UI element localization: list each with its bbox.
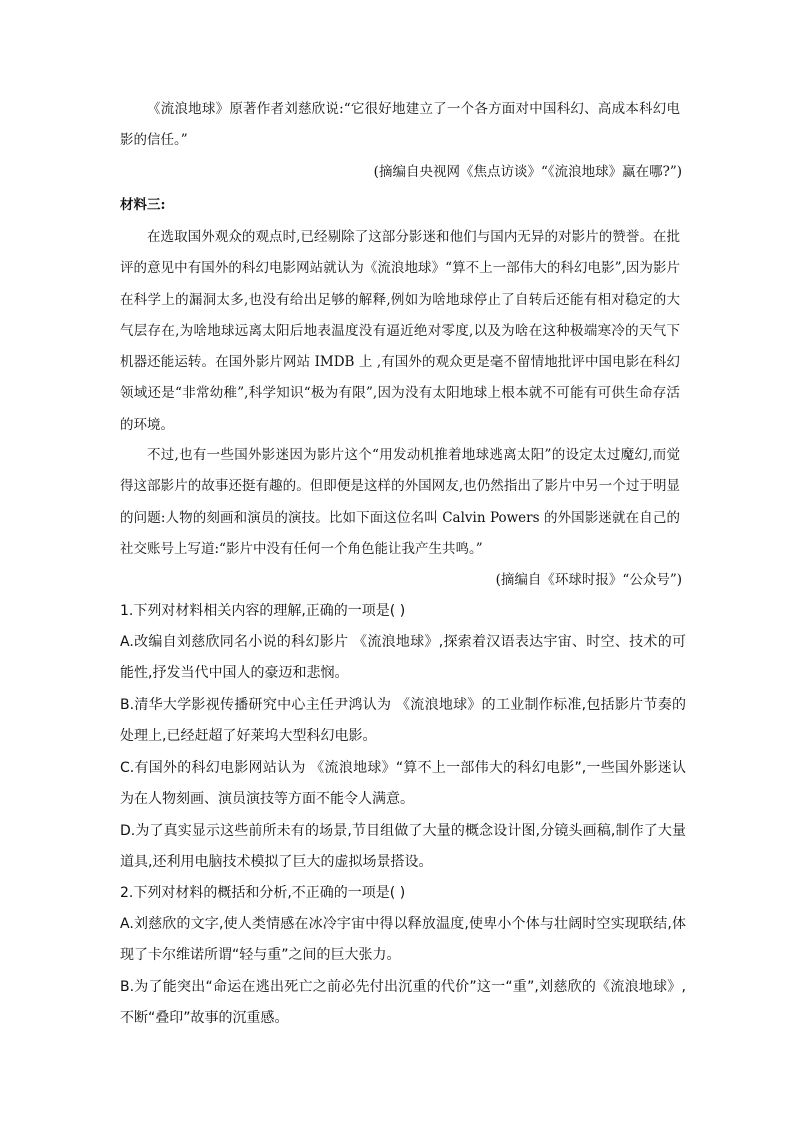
source-citation-1: (摘编自央视网《焦点访谈》“《流浪地球》赢在哪?”) xyxy=(373,164,682,180)
question-1-option-d: D.为了真实显示这些前所未有的场景,节目组做了大量的概念设计图,分镜头画稿,制作了大量道具,还利用电脑技术模拟了巨大的虚拟场景搭设。 xyxy=(120,823,686,871)
material-3-paragraph-1: 在选取国外观众的观点时,已经剔除了这部分影迷和他们与国内无异的对影片的赞誉。在批评的意见中有国外的科幻电影网站就认为《流浪地球》“算不上一部伟大的科幻电影”,因为影片在科学上的漏洞太多,也没有给出足够的解释,例如为啥地球停止了自转后还能有相对稳定的大气层存在,为啥地球远离太阳后地表温度没有逼近绝对零度,以及为啥在这种极端寒冷的天气下机器还能运转。在国外影片网站 IMDB 上 ,有国外的观众更是毫不留情地批评中国电影在科幻领域还是“非常幼稚”,科学知识“极为有限”,因为没有太阳地球上根本就不可能有可供生命存活的环境。 xyxy=(120,229,680,433)
source-citation-2: (摘编自《环球时报》“公众号”) xyxy=(495,572,682,588)
question-1-stem: 1.下列对材料相关内容的理解,正确的一项是( ) xyxy=(120,603,406,619)
question-2-stem: 2.下列对材料的概括和分析,不正确的一项是( ) xyxy=(120,885,406,901)
question-1-option-a: A.改编自刘慈欣同名小说的科幻影片 《流浪地球》,探索着汉语表达宇宙、时空、技术的可能性,抒发当代中国人的豪迈和悲悯。 xyxy=(120,634,686,682)
question-1-option-b: B.清华大学影视传播研究中心主任尹鸿认为 《流浪地球》的工业制作标准,包括影片节奏的处理上,已经赶超了好莱坞大型科幻电影。 xyxy=(120,697,686,745)
question-2-option-b: B.为了能突出“命运在逃出死亡之前必先付出沉重的代价”这一“重”,刘慈欣的《流浪地球》,不断“叠印”故事的沉重感。 xyxy=(120,979,686,1027)
material-3-paragraph-2: 不过,也有一些国外影迷因为影片这个“用发动机推着地球逃离太阳”的设定太过魔幻,而觉得这部影片的故事还挺有趣的。但即便是这样的外国网友,也仍然指出了影片中另一个过于明显的问题:人物的刻画和演员的演技。比如下面这位名叫 Calvin Powers 的外国影迷就在自己的社交账号上写道:“影片中没有任何一个角色能让我产生共鸣。” xyxy=(120,447,680,557)
question-2-option-a: A.刘慈欣的文字,使人类情感在冰冷宇宙中得以释放温度,使卑小个体与壮阔时空实现联结,体现了卡尔维诺所谓“轻与重”之间的巨大张力。 xyxy=(120,916,686,964)
material-3-heading: 材料三: xyxy=(120,197,166,213)
quote-paragraph: 《流浪地球》原著作者刘慈欣说:“它很好地建立了一个各方面对中国科幻、高成本科幻电影的信任。” xyxy=(120,101,680,149)
question-1-option-c: C.有国外的科幻电影网站认为 《流浪地球》“算不上一部伟大的科幻电影”,一些国外影迷认为在人物刻画、演员演技等方面不能令人满意。 xyxy=(120,760,686,808)
